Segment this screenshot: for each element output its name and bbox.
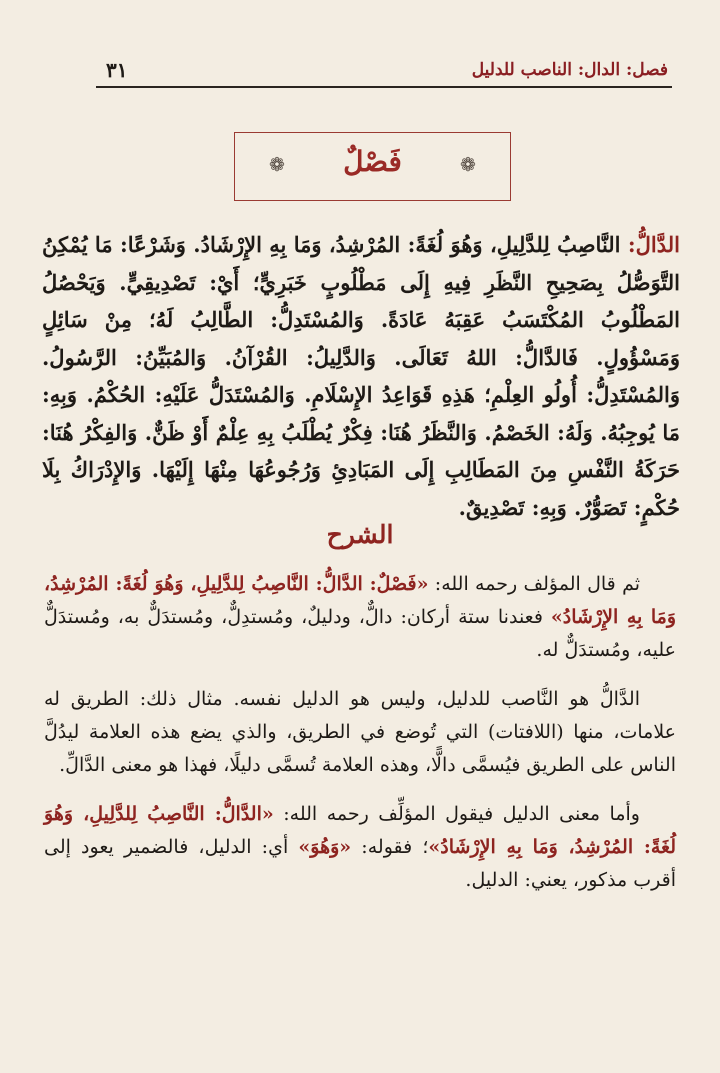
commentary-text: ثم قال المؤلف رحمه الله: bbox=[428, 573, 640, 595]
section-title: فَصْلٌ bbox=[343, 145, 402, 178]
page-number: ٣١ bbox=[106, 58, 128, 82]
commentary-text: ؛ فقوله: bbox=[351, 836, 429, 858]
matn-quotation: «فَصْلٌ: الدَّالُّ: النَّاصِبُ لِلدَّلِيلِ، وَهُوَ لُغَةً: المُرْشِدُ، وَمَا بِهِ الإِرْشَادُ» bbox=[44, 573, 676, 628]
section-title-box bbox=[234, 132, 511, 201]
matn-body: النَّاصِبُ لِلدَّلِيلِ، وَهُوَ لُغَةً: المُرْشِدُ، وَمَا بِهِ الإِرْشَادُ. وَشَرْعًا: مَا يُمْكِنُ التَّوَصُّلُ بِصَحِيحِ النَّظَرِ فِيهِ إِلَى مَطْلُوبٍ خَبَرِيٍّ؛ أَيْ: تَصْدِيقِيٍّ. وَيَحْصُلُ المَطْلُوبُ المُكْتَسَبُ عَقِبَهُ عَادَةً. وَالمُسْتَدِلُّ: الطَّالِبُ لَهُ؛ مِنْ سَائِلٍ وَمَسْؤُولٍ. فَالدَّالُّ: اللهُ تَعَالَى. وَالدَّلِيلُ: القُرْآنُ. وَالمُبَيِّنُ: الرَّسُولُ. وَالمُسْتَدِلُّ: أُولُو العِلْمِ؛ هَذِهِ قَوَاعِدُ الإِسْلَامِ. وَالمُسْتَدَلُّ عَلَيْهِ: الحُكْمُ. وَبِهِ: مَا يُوجِبُهُ. وَلَهُ: الخَصْمُ. وَالنَّظَرُ هُنَا: فِكْرٌ يُطْلَبُ بِهِ عِلْمٌ أَوْ ظَنٌّ. وَالفِكْرُ هُنَا: حَرَكَةُ النَّفْسِ مِنَ المَطَالِبِ إِلَى المَبَادِئِ وَرُجُوعُهَا مِنْهَا إِلَيْهَا. وَالإِدْرَاكُ بِلَا حُكْمٍ: تَصَوُّرٌ. وَبِهِ: تَصْدِيقٌ. bbox=[42, 232, 680, 520]
commentary-heading: الشرح bbox=[326, 520, 394, 549]
running-header-title: فصل: الدال: الناصب للدليل bbox=[471, 60, 668, 80]
matn-lead-term: الدَّالُّ: bbox=[627, 232, 680, 257]
matn-quotation: «وَهُوَ» bbox=[298, 836, 352, 858]
commentary-paragraph bbox=[44, 568, 676, 667]
floral-ornament-icon: ❁ bbox=[269, 154, 285, 176]
commentary-text: وأما معنى الدليل فيقول المؤلِّف رحمه الله: bbox=[273, 803, 640, 825]
commentary-text: الدَّالُّ هو النَّاصب للدليل، وليس هو الدليل نفسه. مثال ذلك: الطريق له علامات، منها (اللافتات) التي تُوضع في الطريق، والذي يضع هذه العلامة ليدُلَّ الناس على الطريق فيُسمَّى دالًّا، وهذه العلامة تُسمَّى دليلًا، فهذا هو معنى الدَّالِّ. bbox=[44, 688, 676, 776]
commentary-paragraph bbox=[44, 798, 676, 897]
floral-ornament-icon: ❁ bbox=[460, 154, 476, 176]
commentary-text: فعندنا ستة أركان: دالٌّ، ودليلٌ، ومُستدِلٌّ، ومُستدَلٌّ به، ومُستدَلٌّ عليه، ومُستدَلٌّ له. bbox=[44, 606, 676, 661]
matn-text bbox=[42, 226, 680, 526]
commentary-text: أي: الدليل، فالضمير يعود إلى أقرب مذكور، يعني: الدليل. bbox=[44, 836, 676, 891]
matn-quotation: «الدَّالُّ: النَّاصِبُ لِلدَّلِيلِ، وَهُوَ لُغَةً: المُرْشِدُ، وَمَا بِهِ الإِرْشَادُ» bbox=[44, 803, 676, 858]
commentary-body bbox=[44, 568, 676, 913]
commentary-paragraph bbox=[44, 683, 676, 782]
running-header bbox=[96, 56, 672, 88]
